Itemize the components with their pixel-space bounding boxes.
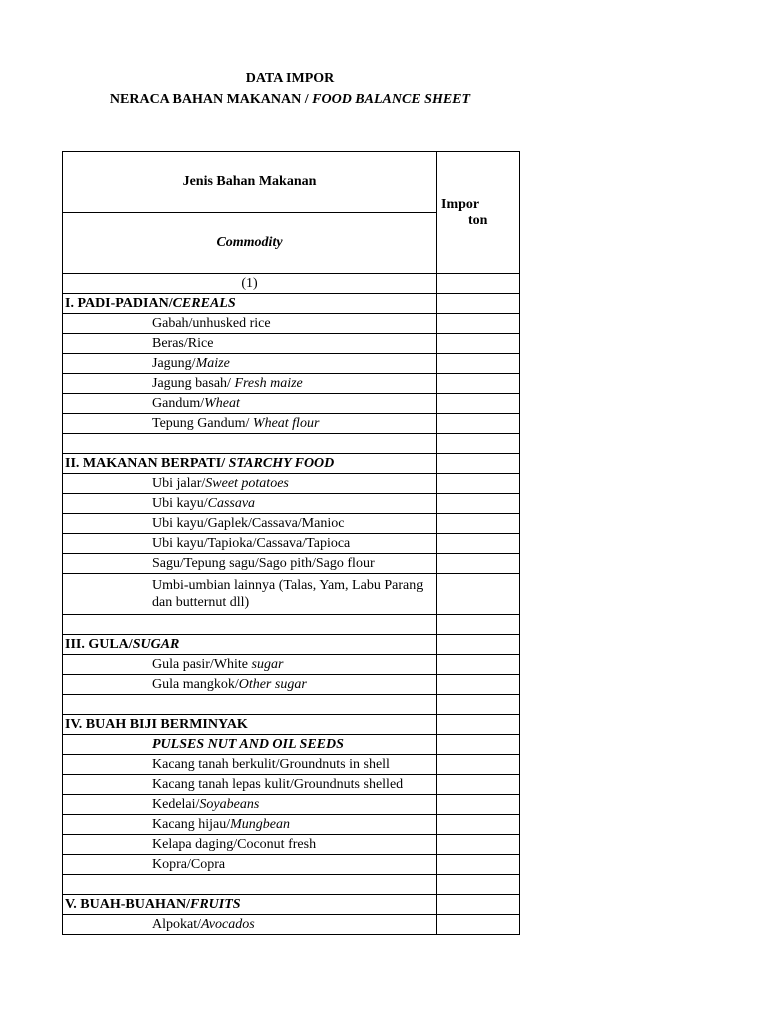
impor-cell [437,635,520,655]
impor-cell [437,655,520,675]
label-english: Soyabeans [199,796,260,812]
commodity-name [63,554,437,574]
table-row [63,835,520,855]
impor-cell [437,755,520,775]
section-title [63,454,437,474]
table-row [63,394,520,414]
commodity-name [63,394,437,414]
impor-cell [437,514,520,534]
commodity-name [63,334,437,354]
label-primary: Sagu/Tepung sagu/Sago pith/Sago flour [152,555,375,571]
impor-cell [437,534,520,554]
commodity-name [63,514,437,534]
impor-cell [437,895,520,915]
commodity-name [63,775,437,795]
impor-cell [437,735,520,755]
label-english: Wheat flour [252,415,320,431]
table-row [63,374,520,394]
label-english: Cassava [207,495,256,511]
table-body [63,152,520,935]
impor-cell [437,334,520,354]
impor-cell [437,675,520,695]
label-english: Mungbean [230,816,291,832]
table-row [63,414,520,434]
table-row [63,494,520,514]
label-english: CEREALS [172,295,236,311]
impor-header [437,152,520,274]
label-primary: Ubi kayu/ [152,495,208,511]
impor-cell [437,795,520,815]
label-english: Avocados [201,916,255,932]
label-primary: Kacang hijau/ [152,816,231,832]
table-row [63,855,520,875]
table-row [63,915,520,935]
label-english: sugar [251,656,284,672]
commodity-name [63,474,437,494]
commodity-name [63,414,437,434]
blank-row [63,695,520,715]
label-primary: Jagung basah/ [152,375,235,391]
section-row [63,294,520,314]
commodity-name [63,835,437,855]
label-primary: Kopra/Copra [152,856,226,872]
section-title [63,635,437,655]
label-primary: Gandum/ [152,395,205,411]
commodity-name [63,755,437,775]
section-row [63,715,520,735]
impor-cell [437,855,520,875]
blank-row [63,875,520,895]
label-english: Wheat [204,395,240,411]
commodity-name [63,815,437,835]
label-primary: Ubi kayu/Tapioka/Cassava/Tapioca [152,535,351,551]
impor-cell [437,394,520,414]
subtitle-indonesian: NERACA BAHAN MAKANAN / [109,92,313,107]
table-row [63,755,520,775]
document-subtitle [0,92,580,108]
label-primary: Kacang tanah lepas kulit/Groundnuts shelled [152,776,404,792]
impor-cell [437,715,520,735]
subsection-title [63,735,437,755]
label-primary: Alpokat/ [152,916,201,932]
label-primary: Kelapa daging/Coconut fresh [152,836,317,852]
impor-unit: ton [468,212,488,228]
table-row [63,655,520,675]
impor-cell [437,615,520,635]
label-primary: Ubi jalar/ [152,475,206,491]
impor-label: Impor [441,196,480,212]
blank-cell [63,615,437,635]
commodity-name [63,314,437,334]
document-title: DATA IMPOR [245,71,335,86]
section-row [63,454,520,474]
impor-cell [437,815,520,835]
commodity-name [63,915,437,935]
table-row [63,314,520,334]
blank-cell [63,695,437,715]
column-number: (1) [63,274,437,294]
impor-cell [437,434,520,454]
label-primary: II. MAKANAN BERPATI/ [65,455,229,471]
impor-cell [437,835,520,855]
impor-cell [437,374,520,394]
impor-cell [437,454,520,474]
column-number-row [63,274,520,294]
table-row [63,474,520,494]
label-english: Other sugar [238,676,307,692]
impor-cell [437,775,520,795]
impor-cell [437,274,520,294]
commodity-name [63,655,437,675]
label-primary: Tepung Gandum/ [152,415,253,431]
commodity-header-en: Commodity [63,213,437,274]
commodity-name [63,855,437,875]
blank-row [63,434,520,454]
label-primary: Umbi-umbian lainnya (Talas, Yam, Labu Parang dan butternut dll) [152,578,424,610]
table-row [63,554,520,574]
label-primary: Kacang tanah berkulit/Groundnuts in shell [152,756,390,772]
commodity-name [63,795,437,815]
commodity-name [63,494,437,514]
impor-cell [437,494,520,514]
label-primary: III. GULA/ [65,636,133,652]
impor-cell [437,354,520,374]
impor-cell [437,554,520,574]
label-primary: Gabah/unhusked rice [152,315,271,331]
blank-row [63,615,520,635]
label-primary: Ubi kayu/Gaplek/Cassava/Manioc [152,515,345,531]
commodity-name [63,534,437,554]
impor-cell [437,574,520,615]
table-row [63,815,520,835]
label-primary: Jagung/ [152,355,196,371]
commodity-name [63,574,437,615]
header-row [63,152,520,213]
table-row [63,514,520,534]
label-english: Fresh maize [234,375,303,391]
label-primary: PULSES NUT AND OIL SEEDS [152,736,344,752]
impor-cell [437,414,520,434]
commodity-name [63,675,437,695]
section-row [63,895,520,915]
table-row [63,534,520,554]
label-english: STARCHY FOOD [228,455,335,471]
label-primary: V. BUAH-BUAHAN/ [65,896,190,912]
label-english: FRUITS [189,896,241,912]
blank-cell [63,434,437,454]
section-title [63,895,437,915]
label-english: SUGAR [132,636,180,652]
impor-cell [437,294,520,314]
label-primary: Gula pasir/White [152,656,252,672]
label-primary: IV. BUAH BIJI BERMINYAK [65,716,248,732]
label-primary: I. PADI-PADIAN/ [65,295,173,311]
impor-cell [437,314,520,334]
label-primary: Beras/Rice [152,335,214,351]
table-row [63,675,520,695]
food-balance-table [62,151,520,935]
label-primary: Kedelai/ [152,796,200,812]
impor-cell [437,695,520,715]
section-title [63,294,437,314]
commodity-header-id: Jenis Bahan Makanan [63,152,437,213]
section-title [63,715,437,735]
label-english: Maize [195,355,230,371]
table-row [63,735,520,755]
impor-cell [437,875,520,895]
table-row [63,775,520,795]
table-row [63,574,520,615]
subtitle-english: FOOD BALANCE SHEET [312,92,471,107]
label-primary: Gula mangkok/ [152,676,239,692]
commodity-name [63,354,437,374]
table-row [63,334,520,354]
table-row [63,354,520,374]
blank-cell [63,875,437,895]
section-row [63,635,520,655]
table-row [63,795,520,815]
impor-cell [437,474,520,494]
commodity-name [63,374,437,394]
impor-cell [437,915,520,935]
label-english: Sweet potatoes [205,475,289,491]
